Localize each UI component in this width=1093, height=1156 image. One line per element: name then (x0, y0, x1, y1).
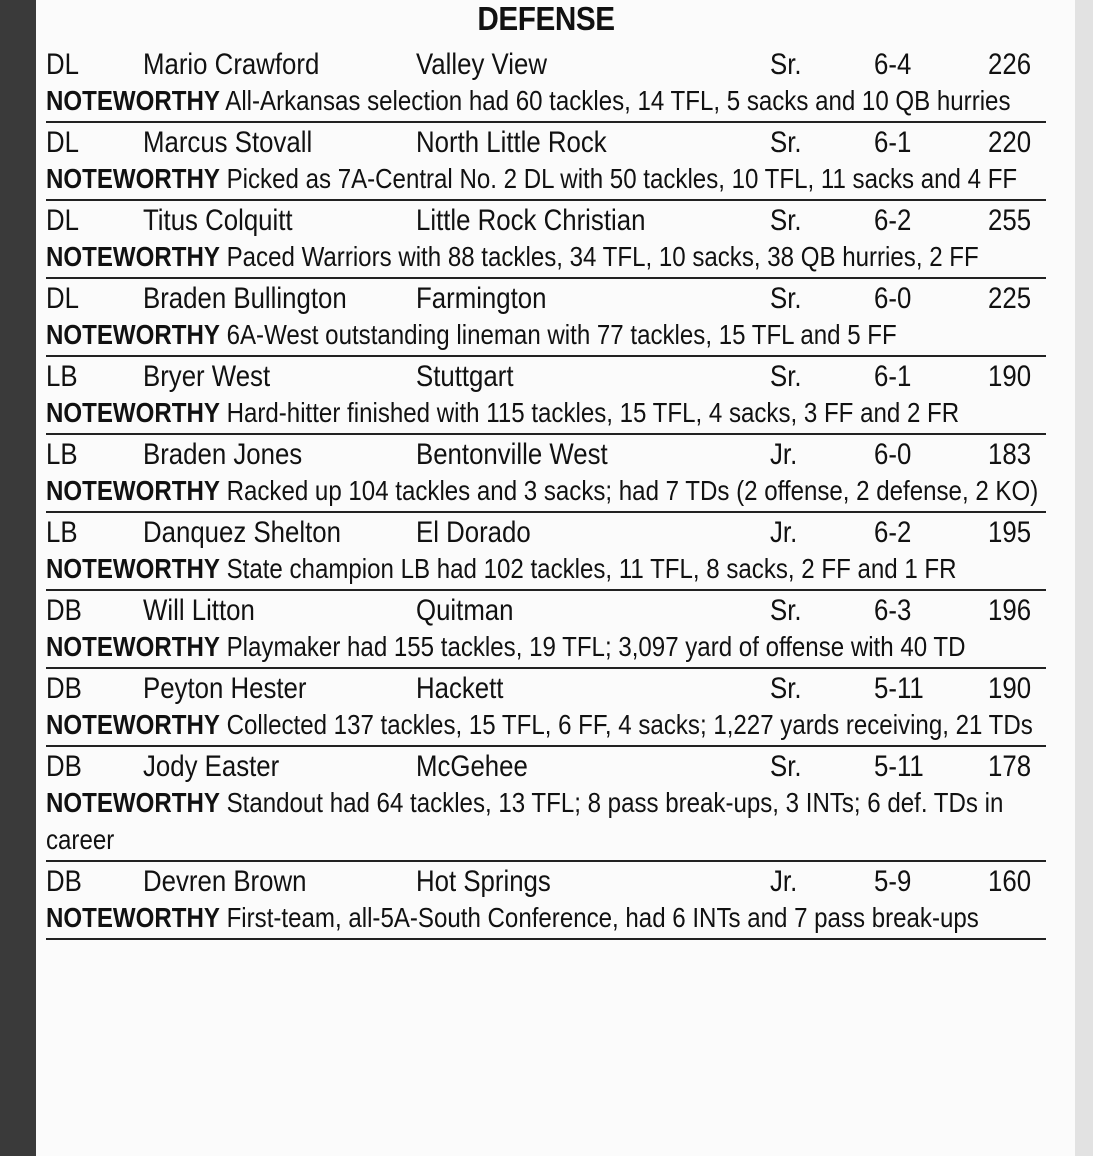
player-school: Stuttgart (416, 360, 514, 393)
player-info-row (46, 513, 1046, 550)
newspaper-page (36, 0, 1075, 1156)
player-name: Braden Jones (143, 438, 303, 471)
noteworthy-label: NOTEWORTHY (46, 787, 220, 818)
player-class: Sr. (770, 594, 802, 627)
player-entry (46, 747, 1046, 862)
player-height: 6-4 (874, 48, 912, 81)
player-note (46, 784, 1046, 858)
player-note-text: State champion LB had 102 tackles, 11 TFL, 8 sacks, 2 FF and 1 FR (226, 553, 957, 584)
player-weight: 225 (988, 282, 1032, 315)
player-weight: 226 (988, 48, 1032, 81)
noteworthy-label: NOTEWORTHY (46, 902, 220, 933)
player-info-row (46, 435, 1046, 472)
noteworthy-label: NOTEWORTHY (46, 397, 220, 428)
noteworthy-label: NOTEWORTHY (46, 319, 220, 350)
player-note-text: Picked as 7A-Central No. 2 DL with 50 tackles, 10 TFL, 11 sacks and 4 FF (226, 163, 1018, 194)
player-class: Jr. (770, 516, 798, 549)
player-position: DL (46, 48, 79, 81)
player-name: Titus Colquitt (143, 204, 293, 237)
player-school: El Dorado (416, 516, 531, 549)
player-note-text: Hard-hitter finished with 115 tackles, 15 TFL, 4 sacks, 3 FF and 2 FR (226, 397, 960, 428)
noteworthy-label: NOTEWORTHY (46, 163, 220, 194)
player-class: Sr. (770, 282, 802, 315)
player-position: DB (46, 672, 82, 705)
player-name: Devren Brown (143, 865, 307, 898)
player-note (46, 238, 1046, 275)
player-note (46, 394, 1046, 431)
player-note (46, 550, 1046, 587)
player-name: Bryer West (143, 360, 271, 393)
player-school: Valley View (416, 48, 547, 81)
noteworthy-label: NOTEWORTHY (46, 475, 220, 506)
player-height: 6-1 (874, 360, 912, 393)
player-name: Danquez Shelton (143, 516, 341, 549)
player-class: Jr. (770, 865, 798, 898)
player-name: Peyton Hester (143, 672, 307, 705)
player-entry (46, 123, 1046, 201)
player-entry (46, 45, 1046, 123)
player-name: Marcus Stovall (143, 126, 313, 159)
player-list (46, 45, 1046, 940)
player-entry (46, 591, 1046, 669)
player-entry (46, 279, 1046, 357)
player-entry (46, 862, 1046, 940)
noteworthy-label: NOTEWORTHY (46, 241, 220, 272)
player-school: Farmington (416, 282, 547, 315)
player-note-text: Playmaker had 155 tackles, 19 TFL; 3,097 yard of offense with 40 TD (226, 631, 966, 662)
player-entry (46, 435, 1046, 513)
noteworthy-label: NOTEWORTHY (46, 709, 220, 740)
player-entry (46, 357, 1046, 435)
player-note-text: Collected 137 tackles, 15 TFL, 6 FF, 4 sacks; 1,227 yards receiving, 21 TDs (226, 709, 1033, 740)
player-note-text: All-Arkansas selection had 60 tackles, 14 TFL, 5 sacks and 10 QB hurries (225, 85, 1011, 116)
player-position: DL (46, 282, 79, 315)
player-height: 5-11 (874, 672, 924, 705)
left-border (0, 0, 36, 1156)
player-height: 5-9 (874, 865, 912, 898)
player-school: North Little Rock (416, 126, 607, 159)
player-weight: 220 (988, 126, 1032, 159)
player-info-row (46, 357, 1046, 394)
player-position: DB (46, 865, 82, 898)
noteworthy-label: NOTEWORTHY (46, 553, 220, 584)
player-school: Quitman (416, 594, 514, 627)
noteworthy-label: NOTEWORTHY (46, 85, 220, 116)
player-info-row (46, 669, 1046, 706)
player-name: Will Litton (143, 594, 255, 627)
player-entry (46, 201, 1046, 279)
player-info-row (46, 201, 1046, 238)
player-class: Jr. (770, 438, 798, 471)
player-class: Sr. (770, 126, 802, 159)
player-position: DL (46, 204, 79, 237)
player-name: Braden Bullington (143, 282, 347, 315)
player-school: Bentonville West (416, 438, 608, 471)
player-height: 6-2 (874, 516, 912, 549)
player-note (46, 316, 1046, 353)
player-height: 6-3 (874, 594, 912, 627)
player-position: LB (46, 516, 78, 549)
player-position: DB (46, 594, 82, 627)
player-entry (46, 513, 1046, 591)
player-school: Hot Springs (416, 865, 551, 898)
player-note (46, 706, 1046, 743)
player-name: Jody Easter (143, 750, 280, 783)
player-height: 6-2 (874, 204, 912, 237)
player-weight: 255 (988, 204, 1032, 237)
player-info-row (46, 279, 1046, 316)
player-position: DL (46, 126, 79, 159)
player-note (46, 160, 1046, 197)
player-height: 5-11 (874, 750, 924, 783)
player-note-text: 6A-West outstanding lineman with 77 tackles, 15 TFL and 5 FF (226, 319, 897, 350)
player-note-text: Racked up 104 tackles and 3 sacks; had 7 TDs (2 offense, 2 defense, 2 KO) (226, 475, 1039, 506)
player-info-row (46, 45, 1046, 82)
player-class: Sr. (770, 750, 802, 783)
player-weight: 195 (988, 516, 1032, 549)
player-info-row (46, 747, 1046, 784)
player-height: 6-0 (874, 438, 912, 471)
player-name: Mario Crawford (143, 48, 320, 81)
player-info-row (46, 123, 1046, 160)
player-note (46, 82, 1046, 119)
player-note (46, 628, 1046, 665)
section-title: DEFENSE (477, 0, 615, 37)
player-school: McGehee (416, 750, 528, 783)
player-weight: 196 (988, 594, 1032, 627)
player-position: LB (46, 360, 78, 393)
player-school: Hackett (416, 672, 504, 705)
player-class: Sr. (770, 204, 802, 237)
player-position: LB (46, 438, 78, 471)
player-height: 6-0 (874, 282, 912, 315)
player-note-text: Standout had 64 tackles, 13 TFL; 8 pass break-ups, 3 INTs; 6 def. TDs in career (46, 787, 1004, 855)
player-height: 6-1 (874, 126, 912, 159)
player-class: Sr. (770, 48, 802, 81)
player-school: Little Rock Christian (416, 204, 646, 237)
player-position: DB (46, 750, 82, 783)
player-weight: 190 (988, 360, 1032, 393)
player-note-text: Paced Warriors with 88 tackles, 34 TFL, 10 sacks, 38 QB hurries, 2 FF (226, 241, 979, 272)
noteworthy-label: NOTEWORTHY (46, 631, 220, 662)
player-info-row (46, 591, 1046, 628)
player-info-row (46, 862, 1046, 899)
player-note (46, 899, 1046, 936)
player-note (46, 472, 1046, 509)
right-margin (1075, 0, 1093, 1156)
player-entry (46, 669, 1046, 747)
player-class: Sr. (770, 672, 802, 705)
player-note-text: First-team, all-5A-South Conference, had 6 INTs and 7 pass break-ups (226, 902, 979, 933)
player-weight: 160 (988, 865, 1032, 898)
player-weight: 178 (988, 750, 1032, 783)
player-weight: 183 (988, 438, 1032, 471)
player-class: Sr. (770, 360, 802, 393)
player-weight: 190 (988, 672, 1032, 705)
